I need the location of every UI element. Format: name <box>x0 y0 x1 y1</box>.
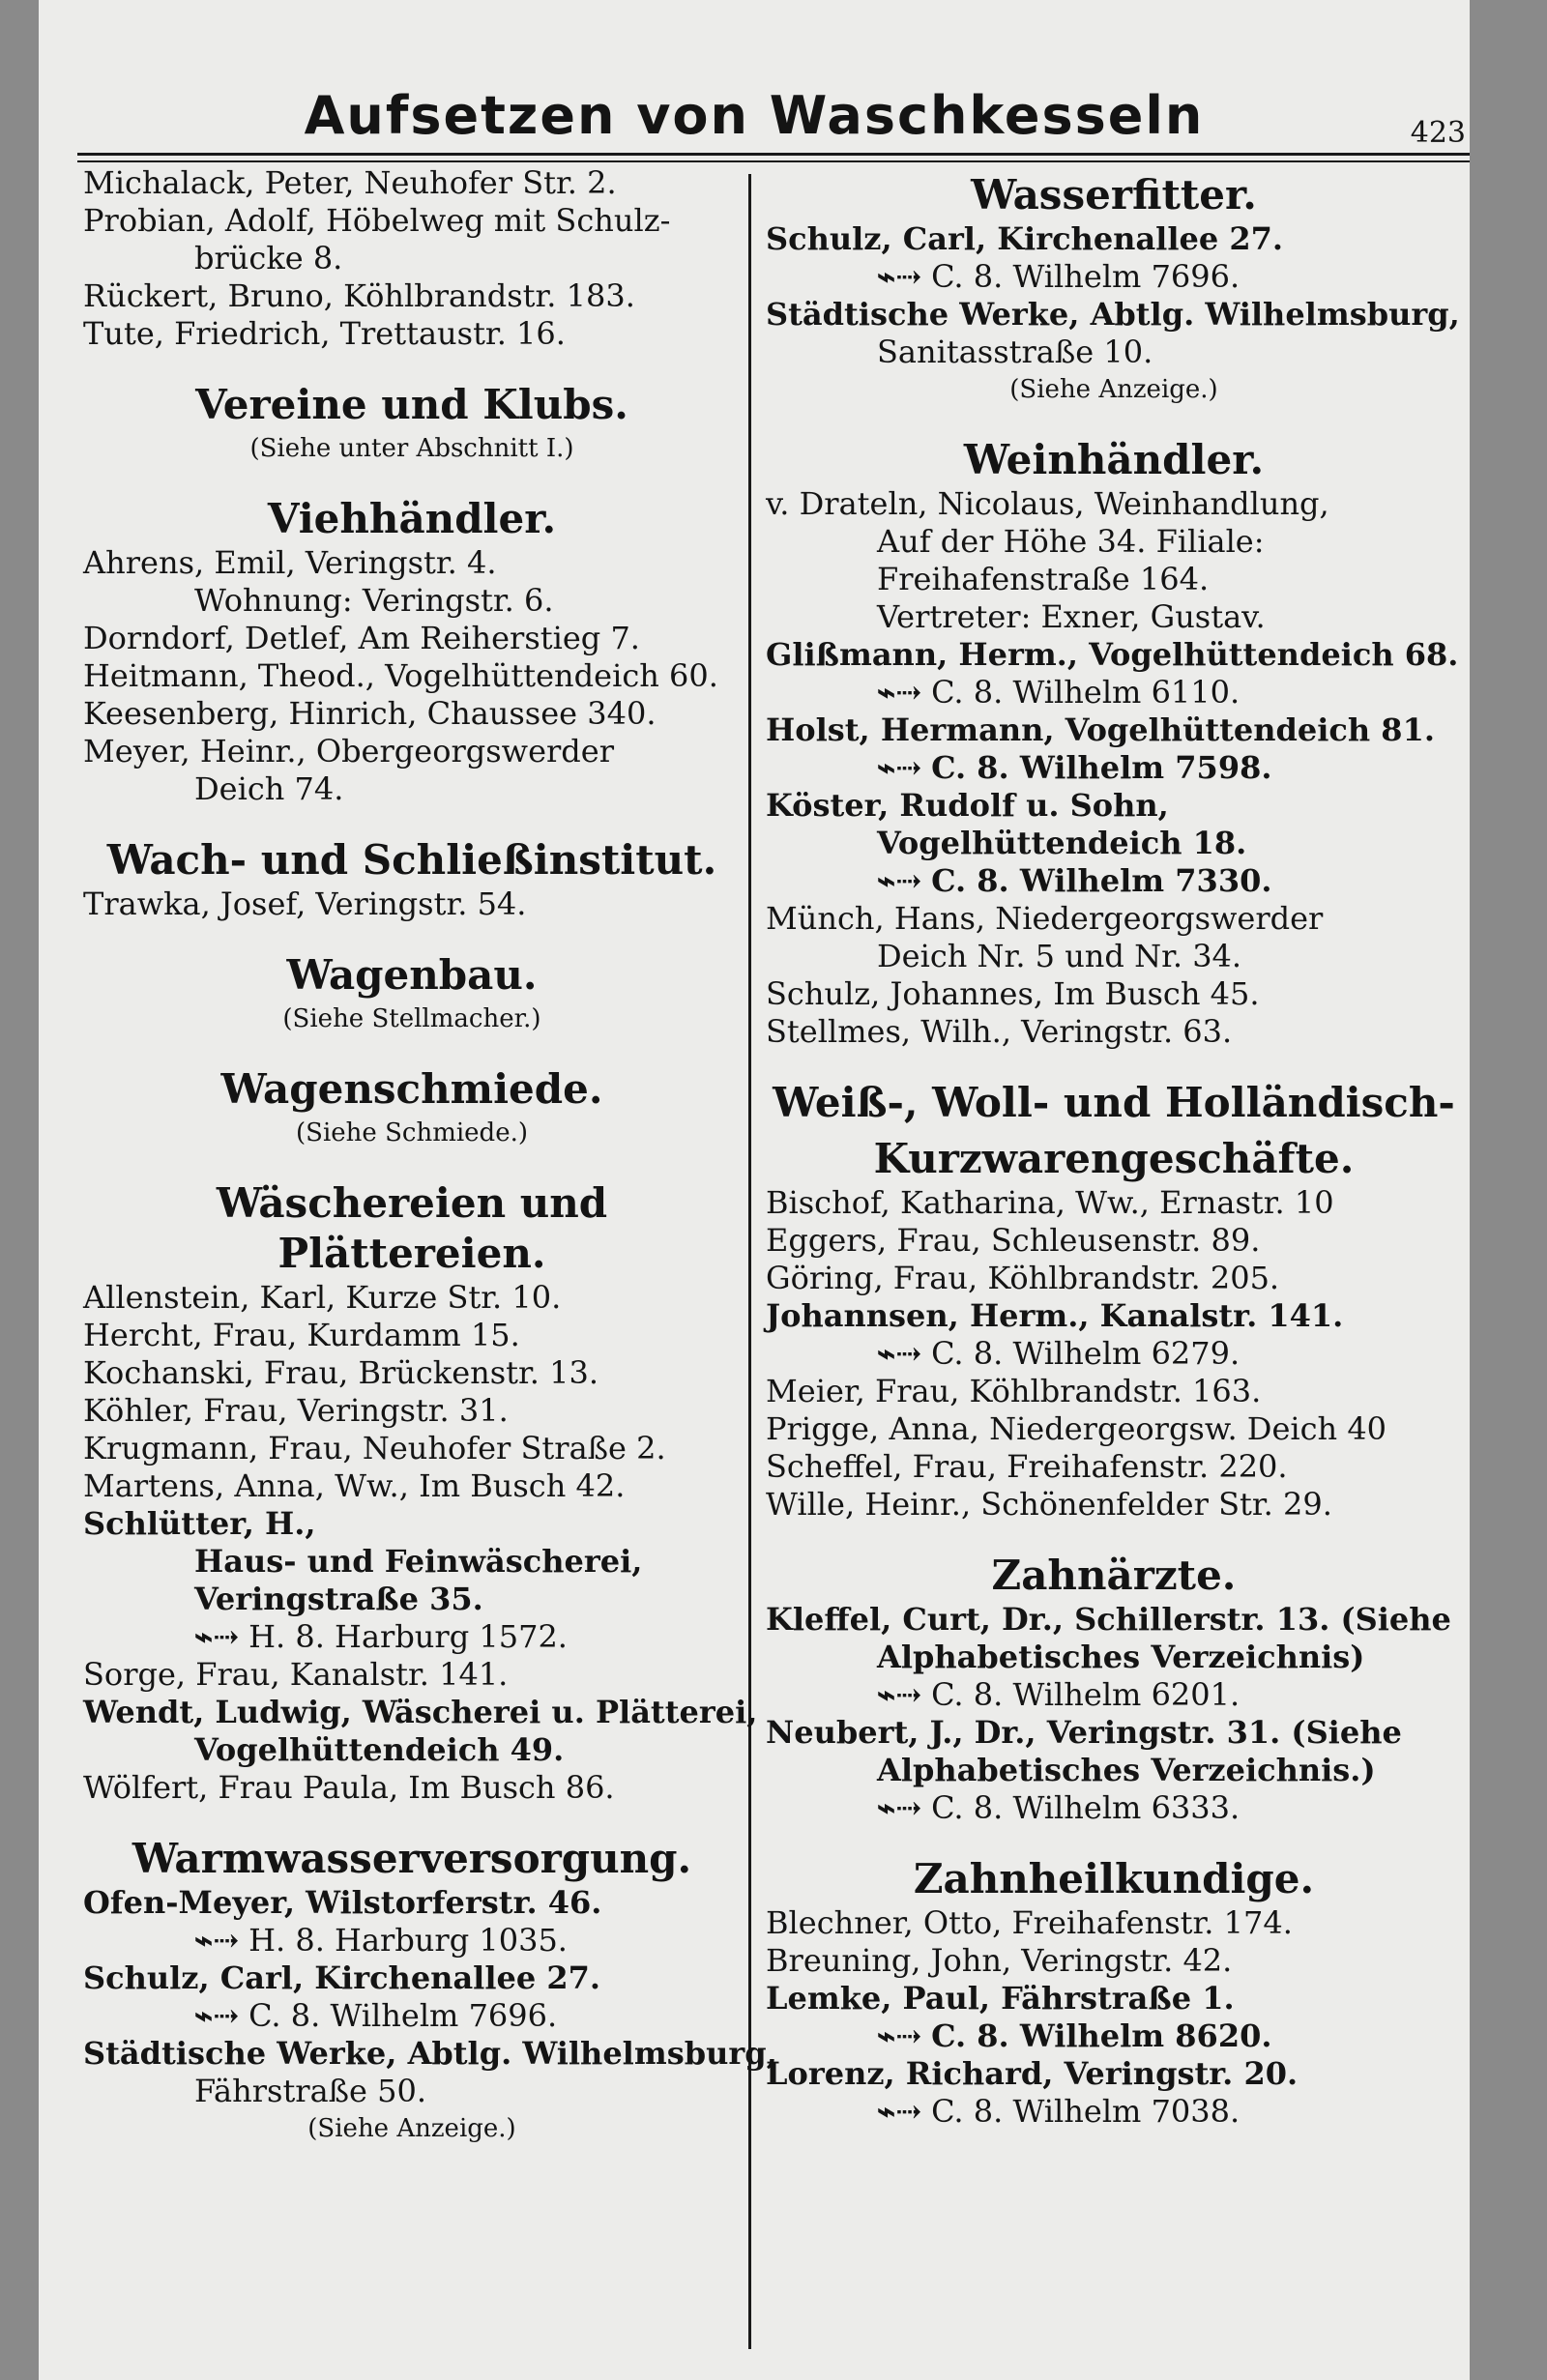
directory-entry <box>83 1769 741 1807</box>
entry-text: Ahrens, Emil, Veringstr. 4. <box>83 544 497 581</box>
directory-entry <box>83 2035 777 2073</box>
entry-text: Michalack, Peter, Neuhofer Str. 2. <box>83 164 617 201</box>
directory-entry <box>83 1581 741 1618</box>
entry-text: Hercht, Frau, Kurdamm 15. <box>83 1317 520 1353</box>
telephone-icon: ⌁⇢ <box>877 2093 922 2130</box>
see-also-note: (Siehe unter Abschnitt I.) <box>249 434 574 463</box>
entry-text: Rückert, Bruno, Köhlbrandstr. 183. <box>83 277 635 314</box>
directory-entry <box>766 975 1462 1013</box>
entry-text: Trawka, Josef, Veringstr. 54. <box>83 885 527 922</box>
directory-entry <box>83 315 741 353</box>
directory-entry <box>766 1410 1462 1448</box>
entry-text: Tute, Friedrich, Trettaustr. 16. <box>83 315 566 352</box>
directory-entry <box>766 1639 1462 1676</box>
telephone-icon: ⌁⇢ <box>877 1789 922 1826</box>
entry-text: Wille, Heinr., Schönenfelder Str. 29. <box>766 1486 1332 1523</box>
entry-text: Ofen-Meyer, Wilstorferstr. 46. <box>83 1884 602 1921</box>
phone-entry <box>766 258 1462 296</box>
phone-entry <box>766 1335 1462 1373</box>
entry-text: Meyer, Heinr., Obergeorgswerder <box>83 733 615 769</box>
directory-entry <box>83 582 741 620</box>
directory-entry <box>766 1942 1462 1980</box>
entry-text: Köster, Rudolf u. Sohn, <box>766 787 1169 824</box>
directory-entry <box>83 657 741 695</box>
directory-entry <box>766 1222 1462 1260</box>
entry-text: Stellmes, Wilh., Veringstr. 63. <box>766 1013 1233 1050</box>
phone-entry <box>766 1676 1462 1714</box>
entry-text: Probian, Adolf, Höbelweg mit Schulz- <box>83 202 671 239</box>
entry-text: Scheffel, Frau, Freihafenstr. 220. <box>766 1448 1288 1485</box>
telephone-icon: ⌁⇢ <box>877 2017 922 2054</box>
section-heading: Wäschereien und Plättereien. <box>216 1179 608 1277</box>
entry-text: C. 8. Wilhelm 7598. <box>931 749 1272 786</box>
directory-entry <box>766 1448 1462 1486</box>
directory-entry <box>766 1013 1462 1051</box>
directory-entry <box>83 1731 741 1769</box>
entry-text: Lorenz, Richard, Veringstr. 20. <box>766 2055 1299 2092</box>
directory-entry <box>83 1543 741 1581</box>
section-heading: Vereine und Klubs. <box>195 381 628 428</box>
entry-text: brücke 8. <box>194 240 343 276</box>
see-also-note: (Siehe Anzeige.) <box>307 2114 516 2143</box>
directory-entry <box>83 277 741 315</box>
directory-entry <box>83 202 741 240</box>
phone-entry <box>766 2093 1462 2131</box>
entry-text: Keesenberg, Hinrich, Chaussee 340. <box>83 695 657 732</box>
entry-text: Johannsen, Herm., Kanalstr. 141. <box>766 1297 1344 1334</box>
header-rule <box>77 153 1470 156</box>
entry-text: Sorge, Frau, Kanalstr. 141. <box>83 1656 509 1693</box>
phone-entry <box>766 862 1462 900</box>
entry-text: Kochanski, Frau, Brückenstr. 13. <box>83 1354 599 1391</box>
directory-entry <box>83 544 741 582</box>
telephone-icon: ⌁⇢ <box>194 1922 240 1959</box>
entry-text: Martens, Anna, Ww., Im Busch 42. <box>83 1467 626 1504</box>
directory-entry <box>766 334 1462 371</box>
entry-text: Wohnung: Veringstr. 6. <box>194 582 554 619</box>
entry-text: Deich 74. <box>194 770 344 807</box>
directory-entry <box>83 240 741 277</box>
directory-entry <box>766 2055 1462 2093</box>
entry-text: Göring, Frau, Köhlbrandstr. 205. <box>766 1260 1280 1296</box>
entry-text: Breuning, John, Veringstr. 42. <box>766 1942 1233 1979</box>
phone-entry <box>766 2017 1462 2055</box>
see-also-note: (Siehe Schmiede.) <box>296 1118 528 1147</box>
entry-text: Deich Nr. 5 und Nr. 34. <box>877 938 1242 974</box>
directory-entry <box>83 1279 741 1317</box>
directory-entry <box>83 1467 741 1505</box>
directory-entry <box>766 1714 1462 1752</box>
phone-entry <box>83 1618 741 1656</box>
directory-entry <box>83 695 741 733</box>
page-header <box>39 85 1470 162</box>
directory-entry <box>83 885 741 923</box>
directory-entry <box>766 1486 1462 1524</box>
entry-text: Alphabetisches Verzeichnis) <box>877 1639 1365 1675</box>
entry-text: Wendt, Ludwig, Wäscherei u. Plätterei, <box>83 1694 758 1730</box>
section-heading: Wagenbau. <box>286 951 538 999</box>
phone-entry <box>83 1922 741 1959</box>
entry-text: Allenstein, Karl, Kurze Str. 10. <box>83 1279 562 1316</box>
section-heading: Warmwasserversorgung. <box>131 1835 692 1882</box>
see-also-note: (Siehe Anzeige.) <box>1009 375 1218 404</box>
entry-text: C. 8. Wilhelm 7696. <box>931 258 1241 295</box>
entry-text: Münch, Hans, Niedergeorgswerder <box>766 900 1324 937</box>
entry-text: Glißmann, Herm., Vogelhüttendeich 68. <box>766 636 1459 673</box>
directory-entry <box>766 561 1462 598</box>
telephone-icon: ⌁⇢ <box>877 1335 922 1372</box>
directory-entry <box>83 733 741 770</box>
column-divider <box>748 174 751 2349</box>
entry-text: v. Drateln, Nicolaus, Weinhandlung, <box>766 485 1329 522</box>
directory-entry <box>766 1184 1462 1222</box>
entry-text: Fährstraße 50. <box>194 2073 427 2109</box>
directory-entry <box>83 1694 758 1731</box>
directory-entry <box>83 1430 741 1467</box>
right-column <box>766 164 1462 2131</box>
directory-entry <box>766 938 1462 975</box>
directory-entry <box>83 1884 741 1922</box>
entry-text: H. 8. Harburg 1572. <box>248 1618 568 1655</box>
entry-text: Vogelhüttendeich 49. <box>194 1731 565 1768</box>
entry-text: H. 8. Harburg 1035. <box>248 1922 568 1959</box>
entry-text: C. 8. Wilhelm 6333. <box>931 1789 1241 1826</box>
entry-text: Neubert, J., Dr., Veringstr. 31. (Siehe <box>766 1714 1402 1751</box>
directory-entry <box>83 2073 741 2110</box>
telephone-icon: ⌁⇢ <box>877 749 922 786</box>
entry-text: Lemke, Paul, Fährstraße 1. <box>766 1980 1235 2017</box>
phone-entry <box>83 1997 741 2035</box>
entry-text: Bischof, Katharina, Ww., Ernastr. 10 <box>766 1184 1334 1221</box>
entry-text: Sanitasstraße 10. <box>877 334 1153 370</box>
entry-text: Auf der Höhe 34. Filiale: <box>877 523 1265 560</box>
directory-entry <box>766 220 1462 258</box>
entry-text: Eggers, Frau, Schleusenstr. 89. <box>766 1222 1261 1259</box>
directory-entry <box>766 485 1462 523</box>
section-heading: Zahnärzte. <box>991 1552 1237 1599</box>
entry-text: Vogelhüttendeich 18. <box>877 825 1247 861</box>
entry-text: C. 8. Wilhelm 8620. <box>931 2017 1272 2054</box>
entry-text: C. 8. Wilhelm 6279. <box>931 1335 1241 1372</box>
telephone-icon: ⌁⇢ <box>877 862 922 899</box>
directory-entry <box>766 1601 1462 1639</box>
section-heading: Wach- und Schließinstitut. <box>106 836 717 884</box>
directory-entry <box>766 825 1462 862</box>
directory-entry <box>83 620 741 657</box>
directory-entry <box>766 787 1462 825</box>
directory-page <box>39 0 1470 2380</box>
telephone-icon: ⌁⇢ <box>877 674 922 711</box>
directory-entry <box>83 1354 741 1392</box>
entry-text: Freihafenstraße 164. <box>877 561 1210 597</box>
directory-entry <box>766 296 1462 334</box>
entry-text: Prigge, Anna, Niedergeorgsw. Deich 40 <box>766 1410 1387 1447</box>
page-title: Aufsetzen von Waschkesseln <box>304 85 1205 146</box>
entry-text: C. 8. Wilhelm 7038. <box>931 2093 1241 2130</box>
entry-text: Holst, Hermann, Vogelhüttendeich 81. <box>766 711 1435 748</box>
directory-entry <box>83 1317 741 1354</box>
section-heading: Wagenschmiede. <box>220 1065 603 1113</box>
left-column <box>83 164 777 2147</box>
phone-entry <box>766 674 1462 711</box>
telephone-icon: ⌁⇢ <box>194 1997 240 2034</box>
telephone-icon: ⌁⇢ <box>877 258 922 295</box>
telephone-icon: ⌁⇢ <box>194 1618 240 1655</box>
entry-text: Städtische Werke, Abtlg. Wilhelmsburg, <box>83 2035 777 2072</box>
section-heading: Weiß-, Woll- und Holländisch- <box>773 1079 1455 1126</box>
entry-text: Schulz, Carl, Kirchenallee 27. <box>766 220 1284 257</box>
directory-entry <box>83 1505 741 1543</box>
entry-text: Dorndorf, Detlef, Am Reiherstieg 7. <box>83 620 640 656</box>
entry-text: Blechner, Otto, Freihafenstr. 174. <box>766 1904 1293 1941</box>
header-rule-thin <box>77 160 1470 162</box>
directory-entry <box>766 711 1462 749</box>
entry-text: Vertreter: Exner, Gustav. <box>877 598 1266 635</box>
telephone-icon: ⌁⇢ <box>877 1676 922 1713</box>
directory-entry <box>766 1373 1462 1410</box>
entry-text: C. 8. Wilhelm 6110. <box>931 674 1241 711</box>
section-heading: Wasserfitter. <box>971 171 1257 218</box>
directory-entry <box>83 1656 741 1694</box>
entry-text: Schulz, Johannes, Im Busch 45. <box>766 975 1260 1012</box>
entry-text: Alphabetisches Verzeichnis.) <box>877 1752 1376 1788</box>
section-heading: Viehhändler. <box>267 495 557 542</box>
phone-entry <box>766 1789 1462 1827</box>
directory-entry <box>766 1297 1462 1335</box>
entry-text: Haus- und Feinwäscherei, <box>194 1543 643 1580</box>
phone-entry <box>766 749 1462 787</box>
entry-text: C. 8. Wilhelm 7330. <box>931 862 1272 899</box>
entry-text: Schlütter, H., <box>83 1505 316 1542</box>
directory-entry <box>766 598 1462 636</box>
page-number: 423 <box>1410 116 1466 150</box>
entry-text: Städtische Werke, Abtlg. Wilhelmsburg, <box>766 296 1460 333</box>
directory-entry <box>83 770 741 808</box>
entry-text: C. 8. Wilhelm 7696. <box>248 1997 558 2034</box>
entry-text: Köhler, Frau, Veringstr. 31. <box>83 1392 509 1429</box>
directory-entry <box>766 1260 1462 1297</box>
section-heading: Weinhändler. <box>963 436 1265 483</box>
entry-text: Krugmann, Frau, Neuhofer Straße 2. <box>83 1430 666 1466</box>
directory-entry <box>83 1392 741 1430</box>
section-heading: Zahnheilkundige. <box>913 1855 1315 1902</box>
entry-text: Wölfert, Frau Paula, Im Busch 86. <box>83 1769 615 1806</box>
directory-entry <box>83 164 741 202</box>
entry-text: C. 8. Wilhelm 6201. <box>931 1676 1241 1713</box>
directory-entry <box>766 636 1462 674</box>
entry-text: Meier, Frau, Köhlbrandstr. 163. <box>766 1373 1262 1409</box>
section-heading: Kurzwarengeschäfte. <box>873 1135 1355 1182</box>
see-also-note: (Siehe Stellmacher.) <box>282 1004 541 1033</box>
entry-text: Kleffel, Curt, Dr., Schillerstr. 13. (Siehe <box>766 1601 1451 1638</box>
entry-text: Heitmann, Theod., Vogelhüttendeich 60. <box>83 657 718 694</box>
entry-text: Veringstraße 35. <box>194 1581 483 1617</box>
directory-entry <box>766 523 1462 561</box>
directory-entry <box>766 1904 1462 1942</box>
directory-entry <box>766 1752 1462 1789</box>
entry-text: Schulz, Carl, Kirchenallee 27. <box>83 1959 601 1996</box>
directory-entry <box>766 1980 1462 2017</box>
directory-entry <box>83 1959 741 1997</box>
directory-entry <box>766 900 1462 938</box>
